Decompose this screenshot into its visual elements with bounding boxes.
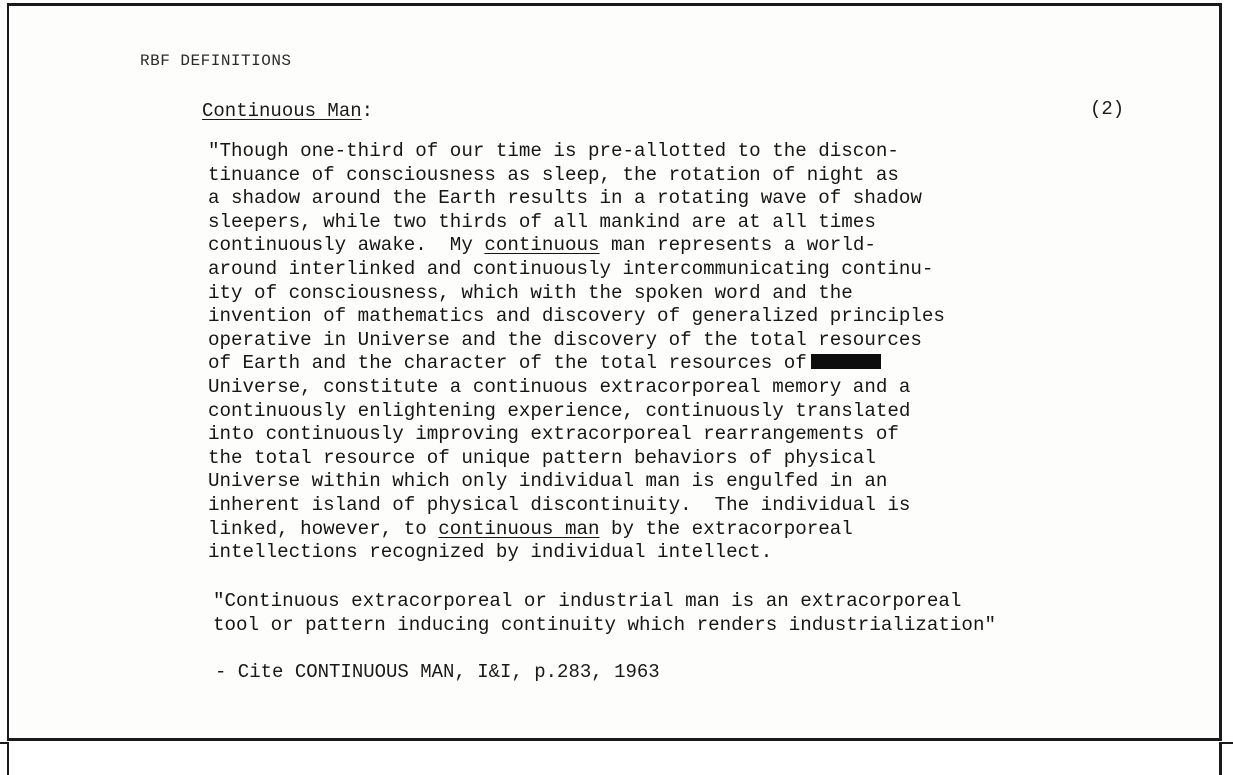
quote-paragraph-1 — [208, 140, 945, 565]
quote-line: into continuously improving extracorporeal rearrangements of — [208, 423, 899, 446]
underlined-term: continuous — [484, 234, 600, 257]
quote-line: intellections recognized by individual intellect. — [208, 541, 773, 564]
quote-line: a shadow around the Earth results in a rotating wave of shadow — [208, 187, 922, 210]
quote-line — [208, 234, 945, 258]
quote-line-text: man represents a world- — [599, 234, 876, 257]
quote-line: around interlinked and continuously intercommunicating continu- — [208, 257, 934, 280]
quote-line: sleepers, while two thirds of all mankind are at all times — [208, 210, 876, 233]
quote-line-text: of Earth and the character of the total resources of — [208, 352, 807, 375]
quote-line: Universe, constitute a continuous extracorporeal memory and a — [208, 375, 911, 398]
definition-title — [202, 100, 373, 122]
document-header: RBF DEFINITIONS — [140, 52, 292, 70]
citation: - Cite CONTINUOUS MAN, I&I, p.283, 1963 — [215, 661, 660, 683]
next-index-card — [7, 742, 1222, 775]
quote-line: "Though one-third of our time is pre-allotted to the discon- — [208, 140, 899, 162]
quote-line: "Continuous extracorporeal or industrial man is an extracorporeal — [213, 590, 962, 612]
quote-line: inherent island of physical discontinuity. The individual is — [208, 493, 911, 516]
definition-term: Continuous Man — [202, 100, 362, 122]
quote-line-text: by the extracorporeal — [599, 517, 853, 540]
quote-line: continuously enlightening experience, continuously translated — [208, 399, 911, 422]
quote-paragraph-2 — [213, 590, 996, 637]
quote-line: operative in Universe and the discovery of the total resources — [208, 328, 922, 351]
quote-line: Universe within which only individual man is engulfed in an — [208, 470, 888, 493]
quote-line: ity of consciousness, which with the spoken word and the — [208, 281, 853, 304]
quote-line: the total resource of unique pattern behaviors of physical — [208, 446, 876, 469]
quote-line — [208, 518, 945, 542]
quote-line: tool or pattern inducing continuity which renders industrialization" — [213, 613, 996, 636]
quote-line — [208, 352, 945, 376]
quote-line: invention of mathematics and discovery of generalized principles — [208, 305, 945, 328]
redaction-bar — [811, 354, 881, 369]
underlined-term: continuous man — [438, 517, 600, 540]
quote-line-text: continuously awake. My — [208, 234, 485, 257]
quote-line-text: linked, however, to — [208, 517, 439, 540]
quote-line: tinuance of consciousness as sleep, the rotation of night as — [208, 163, 899, 186]
card-divider-right — [1222, 742, 1233, 744]
page-number: (2) — [1090, 98, 1125, 120]
title-colon: : — [361, 100, 374, 122]
card-divider-left — [0, 742, 8, 744]
